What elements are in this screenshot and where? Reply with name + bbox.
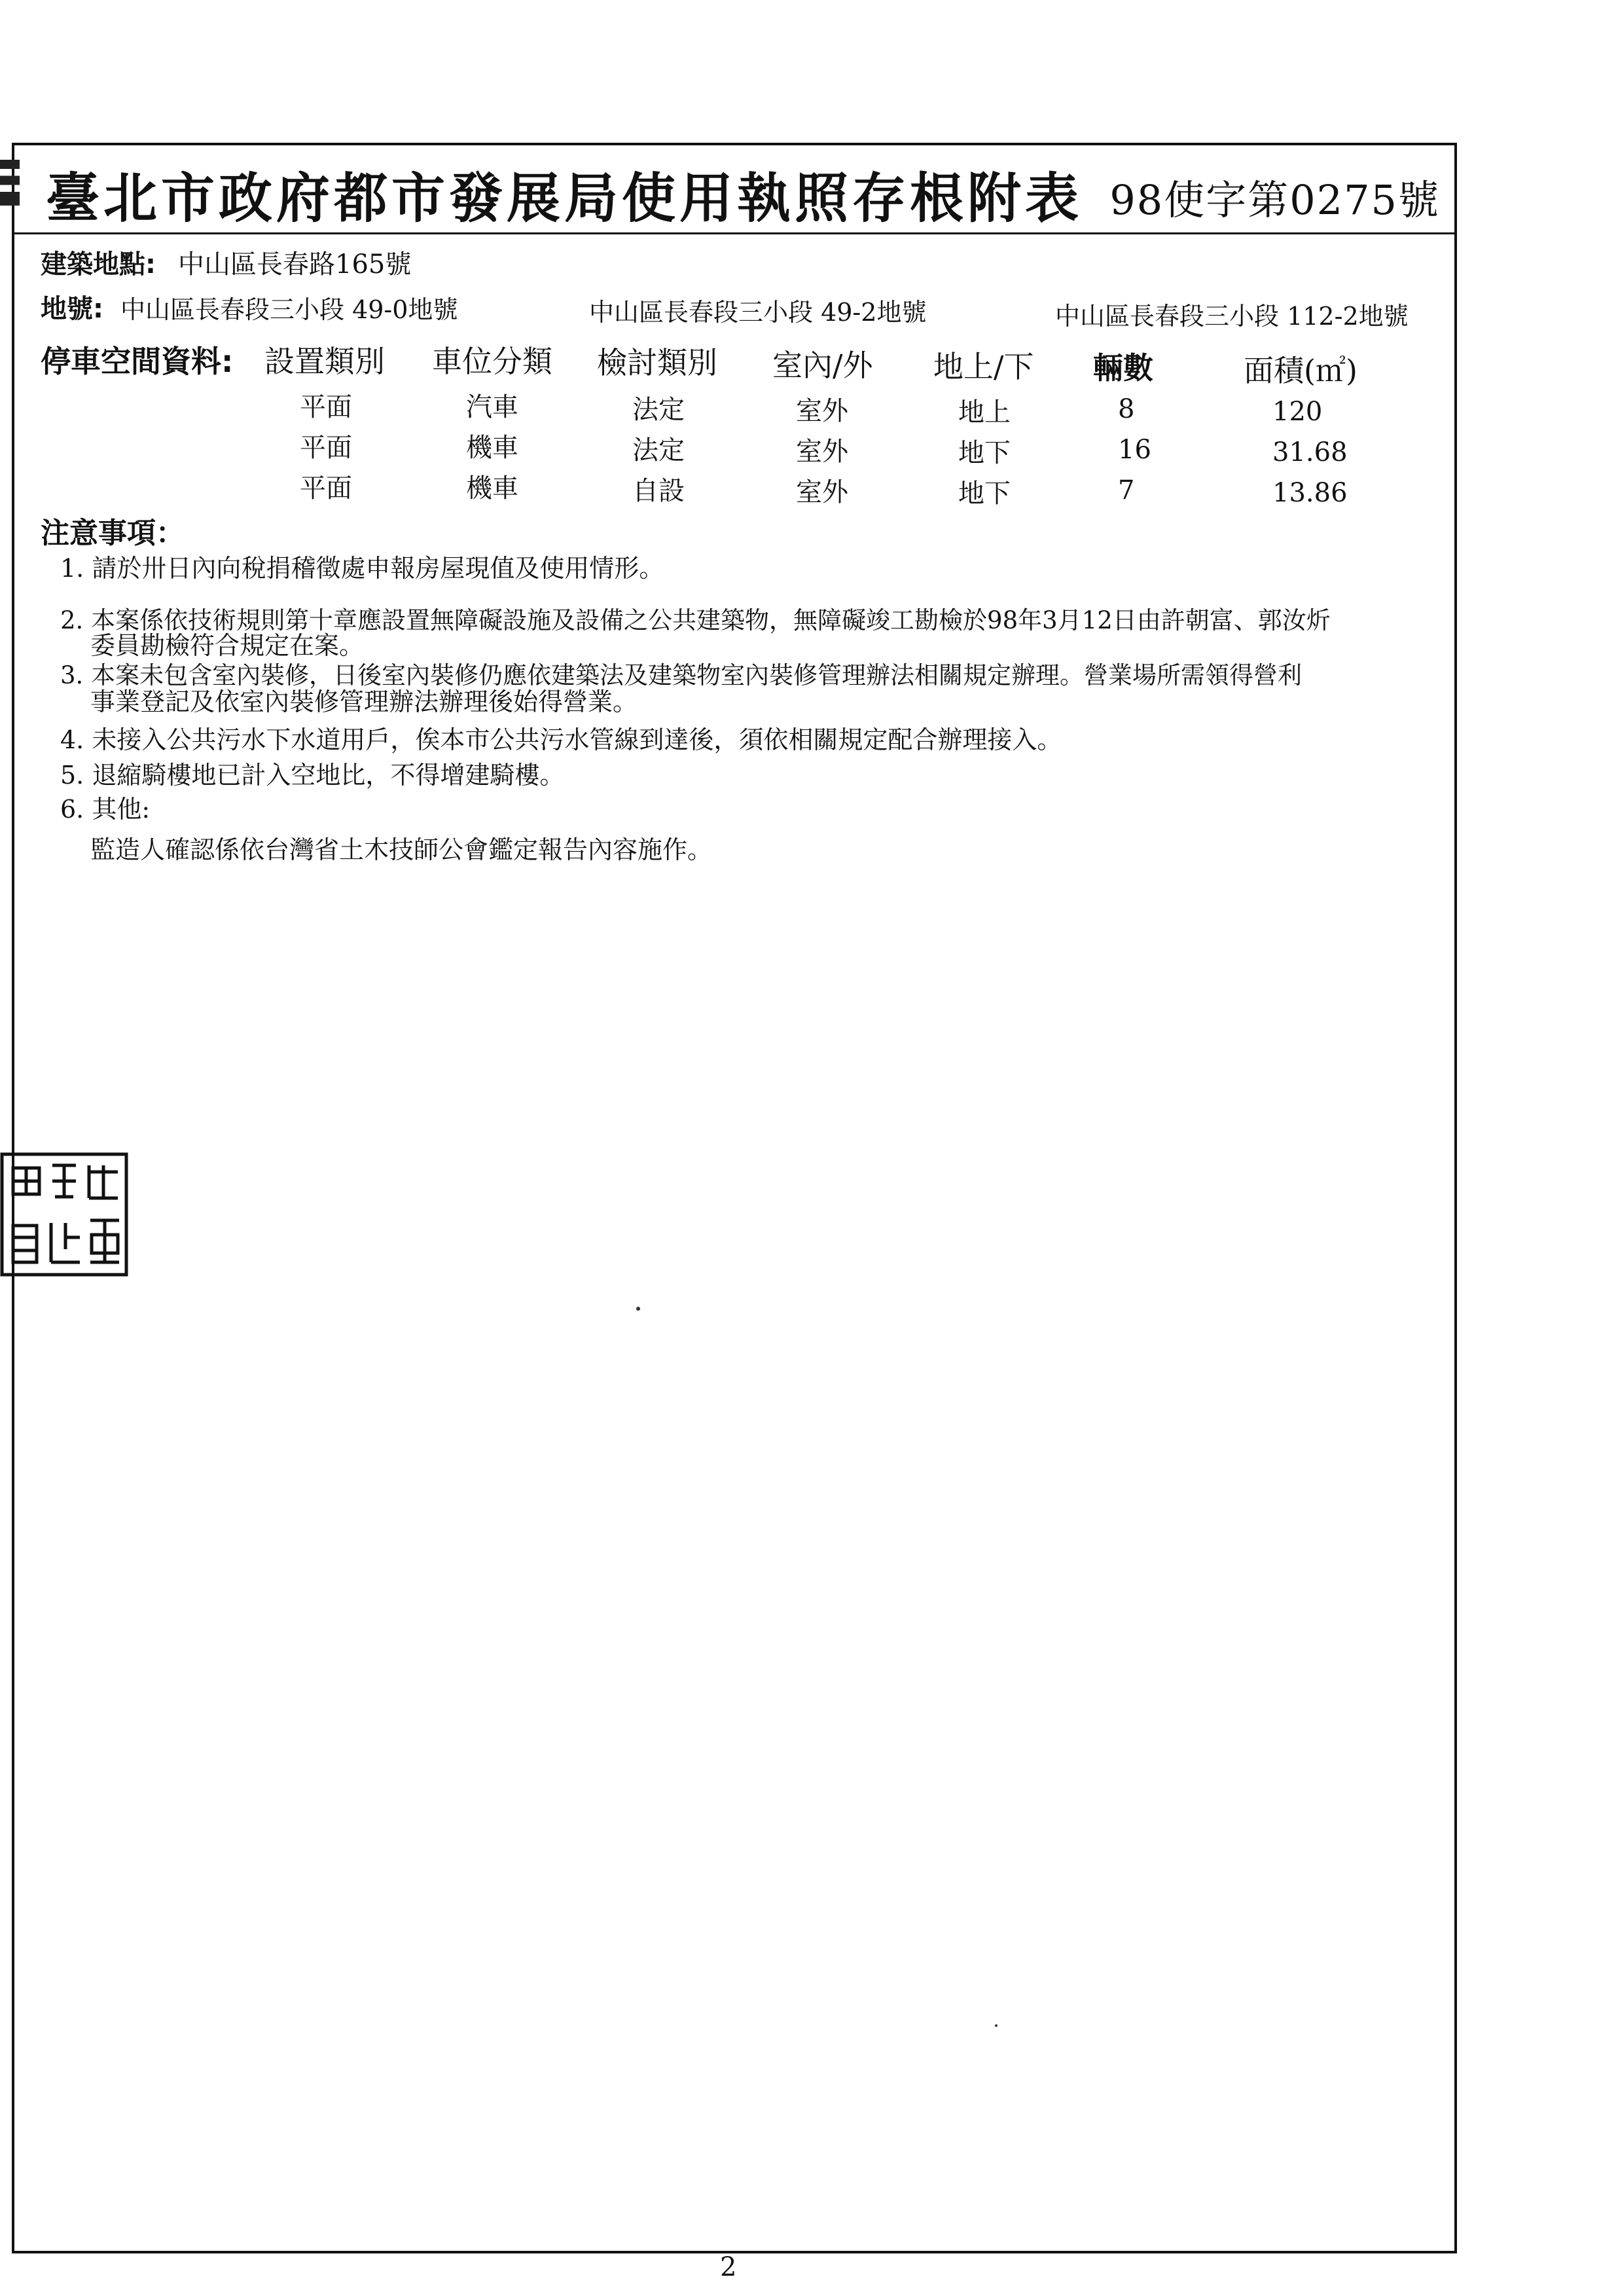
scan-edge-mark — [0, 160, 20, 206]
parking-row1-indoor: 室外 — [796, 396, 848, 426]
parking-row3-type: 平面 — [300, 473, 352, 503]
lot-2: 中山區長春段三小段 49-2地號 — [589, 298, 927, 327]
note-3: 3. 本案未包含室內裝修，日後室內裝修仍應依建築法及建築物室內裝修管理辦法相關規定辦理。營業場所需領得營利 — [60, 661, 1303, 689]
parking-row1-area: 120 — [1272, 397, 1323, 427]
parking-header-category: 車位分類 — [432, 344, 552, 379]
page-number: 2 — [720, 2252, 737, 2282]
archive-seal-stamp — [0, 1152, 128, 1277]
parking-row2-area: 31.68 — [1272, 437, 1348, 467]
note-1: 1. 請於卅日內向稅捐稽徵處申報房屋現值及使用情形。 — [60, 554, 664, 583]
parking-row2-indoor: 室外 — [796, 437, 848, 467]
parking-row1-level: 地上 — [958, 397, 1011, 428]
note-6-detail: 監造人確認係依台灣省土木技師公會鑑定報告內容施作。 — [90, 835, 713, 864]
parking-row3-category: 機車 — [466, 473, 518, 503]
site-value: 中山區長春路165號 — [178, 249, 412, 280]
note-2: 2. 本案係依技術規則第十章應設置無障礙設施及設備之公共建築物，無障礙竣工勘檢於98年3月12日由許朝富、郭汝炘 — [60, 606, 1331, 634]
parking-row1-count: 8 — [1118, 394, 1135, 424]
parking-row2-review: 法定 — [632, 435, 685, 465]
parking-row3-level: 地下 — [958, 479, 1011, 509]
parking-row2-level: 地下 — [958, 438, 1011, 468]
parking-row1-category: 汽車 — [466, 392, 518, 422]
parking-row3-count: 7 — [1118, 475, 1135, 505]
parking-row3-review: 自設 — [632, 476, 685, 506]
parking-row2-type: 平面 — [300, 433, 352, 463]
scan-speck — [995, 2024, 998, 2027]
site-label: 建築地點: — [41, 249, 156, 280]
parking-header-level: 地上/下 — [933, 349, 1034, 384]
parking-row1-type: 平面 — [300, 392, 352, 422]
document-title: 臺北市政府都市發展局使用執照存根附表 — [46, 167, 1083, 230]
note-4: 4. 未接入公共污水下水道用戶，俟本市公共污水管線到達後，須依相關規定配合辦理接入。 — [60, 725, 1062, 754]
lot-3: 中山區長春段三小段 112-2地號 — [1055, 302, 1409, 331]
parking-row2-count: 16 — [1118, 435, 1151, 465]
parking-header-type: 設置類別 — [264, 344, 385, 379]
scan-speck — [636, 1307, 640, 1311]
parking-row1-review: 法定 — [632, 395, 685, 425]
parking-header-count: 輛數 — [1093, 350, 1153, 386]
note-5: 5. 退縮騎樓地已計入空地比，不得增建騎樓。 — [60, 761, 565, 790]
parking-row2-category: 機車 — [466, 433, 518, 463]
parking-header-area: 面積(㎡) — [1244, 353, 1357, 388]
note-6: 6. 其他: — [60, 795, 151, 824]
parking-label: 停車空間資料: — [41, 344, 234, 379]
parking-row3-area: 13.86 — [1272, 478, 1348, 508]
permit-number: 98使字第0275號 — [1109, 176, 1440, 224]
lot-1: 中山區長春段三小段 49-0地號 — [120, 295, 458, 324]
title-bar — [14, 145, 1454, 234]
note-3-cont: 事業登記及依室內裝修管理辦法辦理後始得營業。 — [90, 687, 638, 716]
note-2-cont: 委員勘檢符合規定在案。 — [90, 631, 365, 660]
parking-row3-indoor: 室外 — [796, 477, 848, 507]
lots-label: 地號: — [41, 294, 103, 324]
document-frame — [12, 143, 1457, 2253]
notes-title: 注意事項： — [41, 517, 185, 550]
parking-header-review: 檢討類別 — [597, 345, 717, 380]
parking-header-indoor: 室內/外 — [772, 348, 873, 383]
